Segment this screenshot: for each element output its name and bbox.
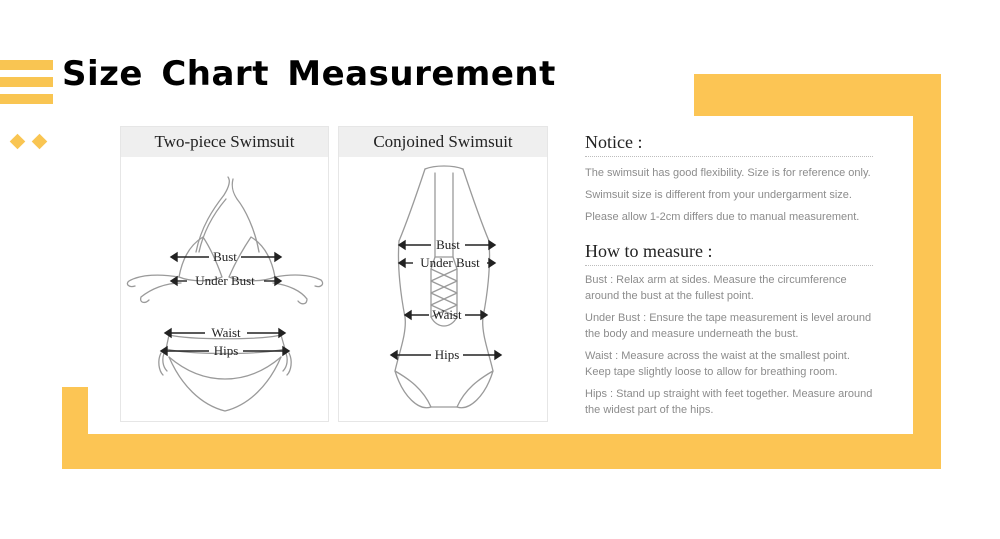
bust-label: Bust <box>436 237 460 252</box>
bust-label: Bust <box>213 249 237 264</box>
header-stripe-3 <box>0 94 53 104</box>
measure-text: around the bust at the fullest point. <box>585 290 754 302</box>
measure-text: Hips : Stand up straight with feet together. Measure around <box>585 388 873 400</box>
hips-label: Hips <box>213 343 239 358</box>
conjoined-title: Conjoined Swimsuit <box>339 127 547 157</box>
measure-text: Keep tape slightly loose to allow for breathing room. <box>585 366 838 378</box>
two-piece-title: Two-piece Swimsuit <box>121 127 328 157</box>
measure-text: the widest part of the hips. <box>585 404 714 416</box>
diamond-icon <box>10 134 26 150</box>
notice-item: Swimsuit size is different from your undergarment size. <box>585 189 852 201</box>
header-stripe-1 <box>0 60 53 70</box>
notice-title: Notice : <box>585 132 873 157</box>
under-bust-label: Under Bust <box>195 273 255 288</box>
hips-label: Hips <box>434 347 460 362</box>
two-piece-card <box>120 126 329 422</box>
two-piece-swimsuit-diagram <box>121 157 330 421</box>
measure-item-hips <box>585 386 885 418</box>
header-stripe-2 <box>0 77 53 87</box>
measure-item-bust <box>585 272 885 304</box>
measure-item-waist <box>585 348 885 380</box>
measure-text: Under Bust : Ensure the tape measurement is level around <box>585 312 872 324</box>
page-title: Size Chart Measurement <box>62 54 556 94</box>
waist-label: Waist <box>211 325 241 340</box>
measure-text: Waist : Measure across the waist at the smallest point. <box>585 350 850 362</box>
notice-item: Please allow 1-2cm differs due to manual measurement. <box>585 211 860 223</box>
measure-item-under-bust <box>585 310 885 342</box>
diamond-icon <box>32 134 48 150</box>
waist-label: Waist <box>432 307 462 322</box>
under-bust-label: Under Bust <box>420 255 480 270</box>
conjoined-swimsuit-diagram <box>339 157 549 421</box>
conjoined-card <box>338 126 548 422</box>
measure-text: the body and measure underneath the bust. <box>585 328 799 340</box>
how-to-measure-title: How to measure : <box>585 241 873 266</box>
notice-item: The swimsuit has good flexibility. Size is for reference only. <box>585 167 871 179</box>
measure-text: Bust : Relax arm at sides. Measure the circumference <box>585 274 847 286</box>
notice-panel <box>585 132 885 418</box>
